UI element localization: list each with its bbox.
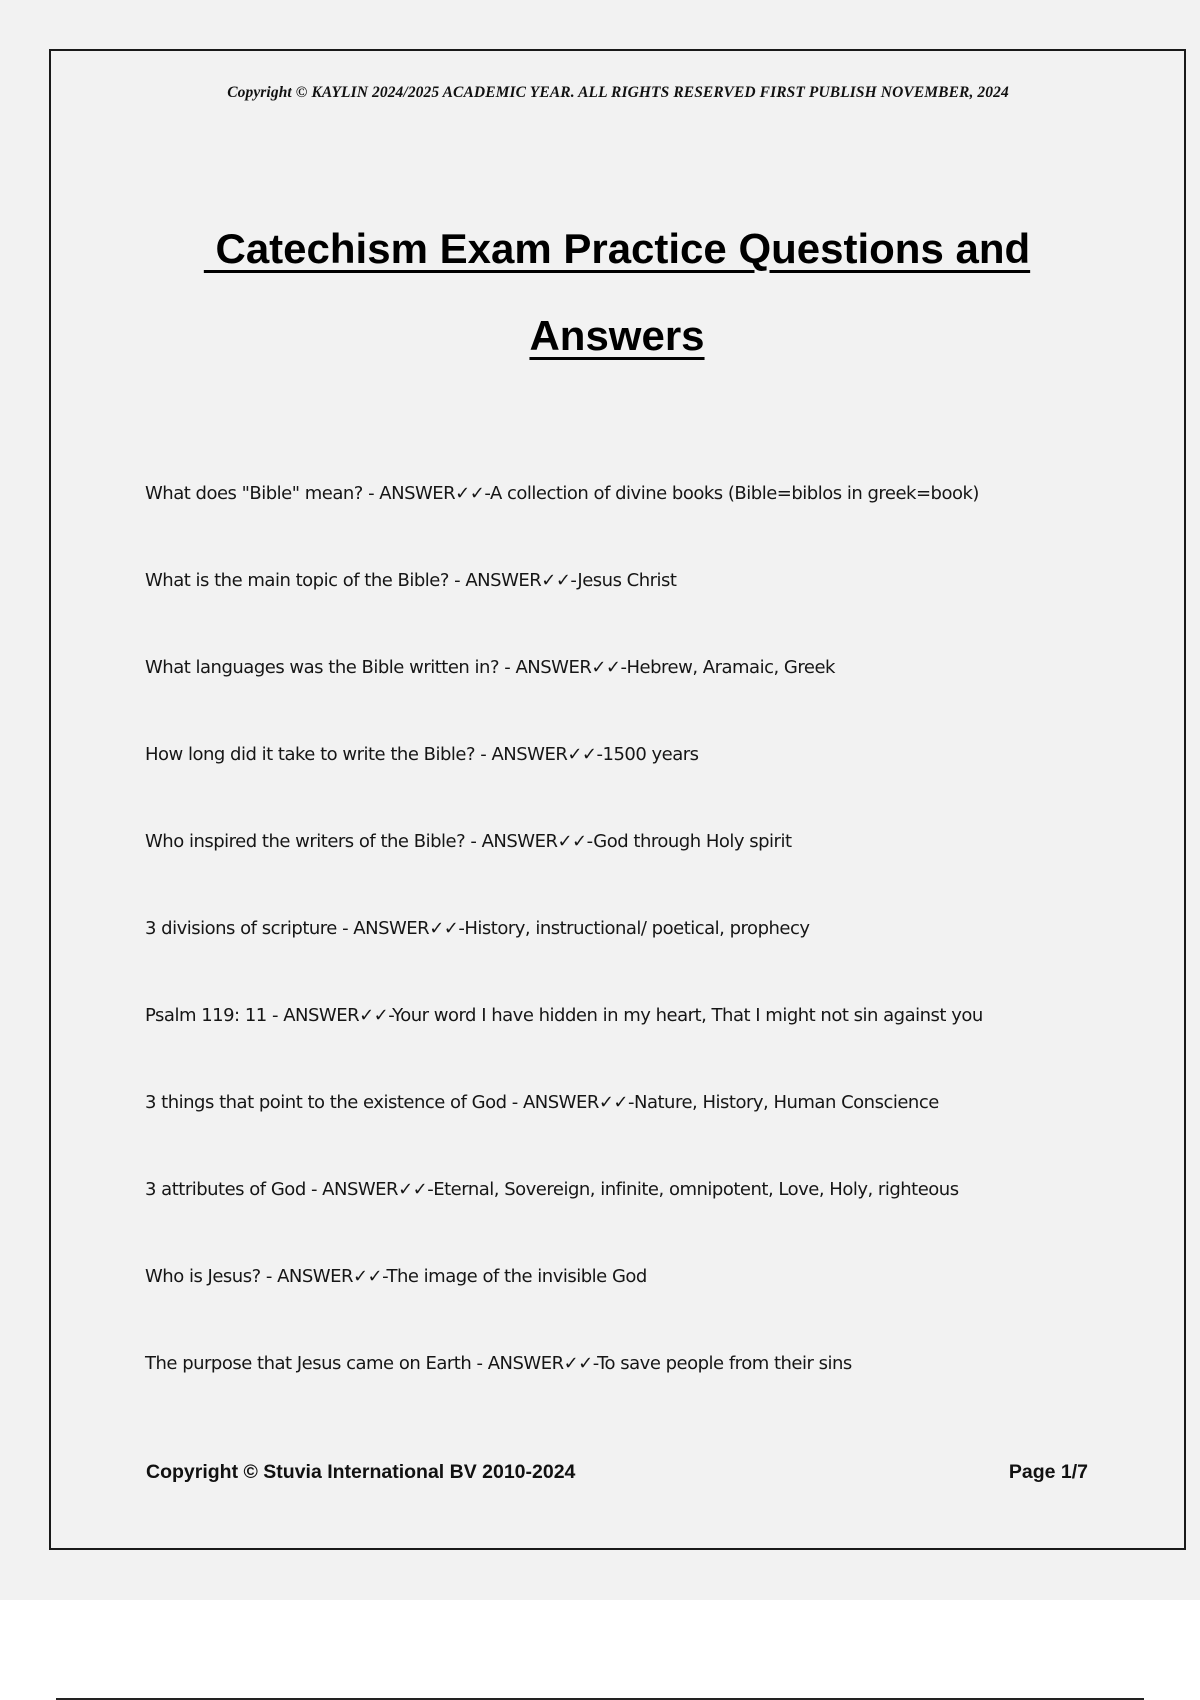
qa-item: 3 attributes of God - ANSWER✓✓-Eternal, Sovereign, infinite, omnipotent, Love, Holy, righteous: [145, 1179, 959, 1200]
qa-item: 3 divisions of scripture - ANSWER✓✓-History, instructional/ poetical, prophecy: [145, 918, 810, 939]
title-line-2: Answers: [529, 312, 705, 359]
qa-item: Psalm 119: 11 - ANSWER✓✓-Your word I have hidden in my heart, That I might not sin against you: [145, 1005, 983, 1026]
qa-item: What is the main topic of the Bible? - ANSWER✓✓-Jesus Christ: [145, 570, 677, 591]
footer-copyright: Copyright © Stuvia International BV 2010-2024: [146, 1461, 576, 1483]
qa-item: Who inspired the writers of the Bible? - ANSWER✓✓-God through Holy spirit: [145, 831, 792, 852]
document-title: [150, 205, 1084, 379]
qa-item: The purpose that Jesus came on Earth - ANSWER✓✓-To save people from their sins: [145, 1353, 852, 1374]
page-number: Page 1/7: [1008, 1461, 1088, 1483]
qa-item: Who is Jesus? - ANSWER✓✓-The image of the invisible God: [145, 1266, 647, 1287]
title-line-1: Catechism Exam Practice Questions and: [203, 225, 1031, 272]
qa-item: What does "Bible" mean? - ANSWER✓✓-A collection of divine books (Bible=biblos in greek=book): [145, 483, 979, 504]
qa-list: [145, 480, 1135, 1437]
qa-item: How long did it take to write the Bible? - ANSWER✓✓-1500 years: [145, 744, 699, 765]
qa-item: What languages was the Bible written in? - ANSWER✓✓-Hebrew, Aramaic, Greek: [145, 657, 835, 678]
qa-item: 3 things that point to the existence of God - ANSWER✓✓-Nature, History, Human Conscience: [145, 1092, 939, 1113]
header-copyright: Copyright © KAYLIN 2024/2025 ACADEMIC YEAR. ALL RIGHTS RESERVED FIRST PUBLISH NOVEMBER, 2024: [227, 84, 1009, 101]
